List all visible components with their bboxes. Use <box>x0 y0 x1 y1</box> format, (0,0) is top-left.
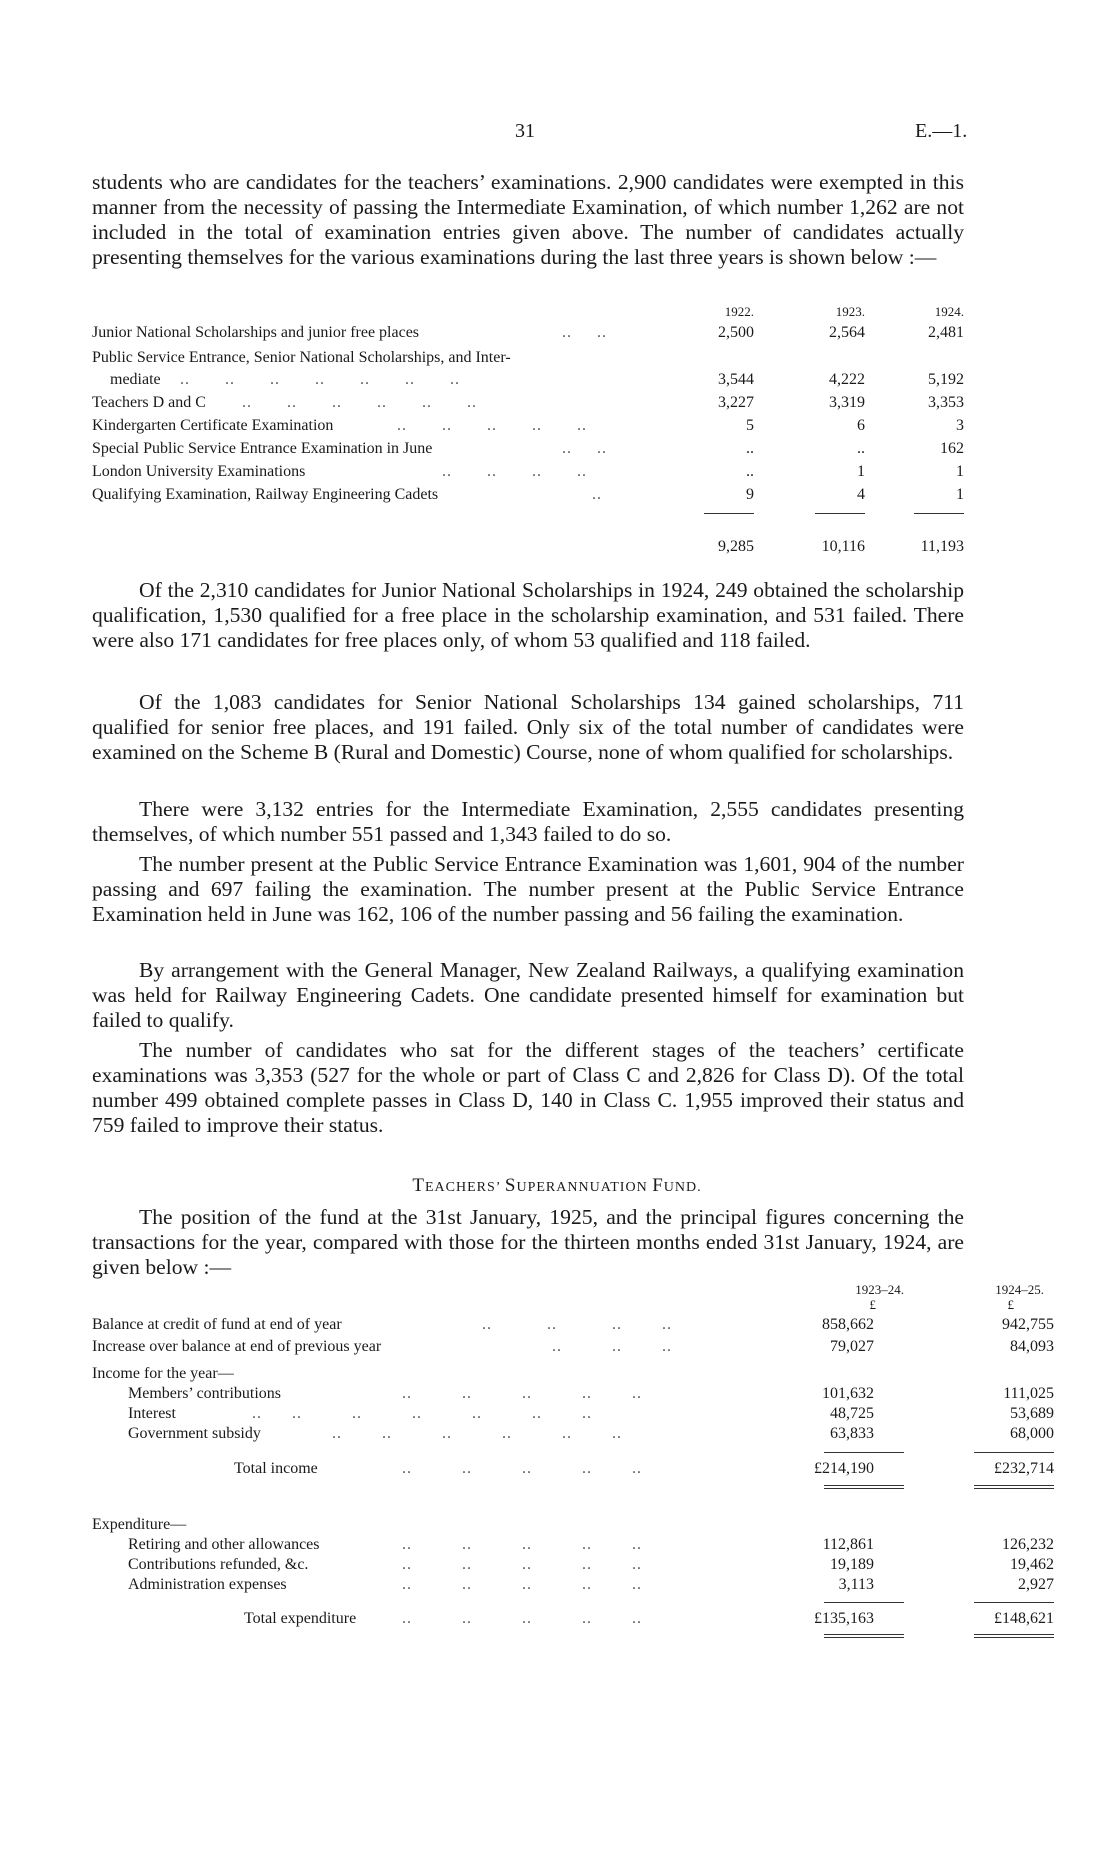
value-1923-24: 63,833 <box>830 1425 874 1442</box>
currency-symbol: £ <box>1007 1297 1014 1312</box>
sum-rule <box>974 1602 1054 1603</box>
total-income-row: Total income .. .. .. .. .. £214,190 £232,714 <box>234 1460 1054 1477</box>
row-label: Kindergarten Certificate Examination <box>92 417 334 434</box>
table-row: Balance at credit of fund at end of year .. .. .. .. 858,662 942,755 <box>92 1316 1054 1333</box>
table-row: Contributions refunded, &c. .. .. .. .. .. 19,189 19,462 <box>128 1556 1054 1573</box>
total-1923-24: £135,163 <box>814 1610 874 1627</box>
value-1923-24: 79,027 <box>830 1338 874 1355</box>
value-1923: 2,564 <box>829 324 865 341</box>
currency-symbol: £ <box>869 1297 876 1312</box>
total-1924-25: £148,621 <box>994 1610 1054 1627</box>
exam-candidates-table <box>92 302 964 564</box>
row-label: Qualifying Examination, Railway Engineering Cadets <box>92 486 439 503</box>
value-1922: 3,227 <box>718 394 754 411</box>
double-rule <box>974 1485 1054 1486</box>
table-row: Qualifying Examination, Railway Engineering Cadets .. 9 4 1 <box>92 486 964 503</box>
value-1923-24: 3,113 <box>838 1576 874 1593</box>
table-row: Retiring and other allowances .. .. .. .. .. 112,861 126,232 <box>128 1536 1054 1553</box>
row-label: London University Examinations <box>92 463 306 480</box>
value-1924: 3,353 <box>928 394 964 411</box>
value-1922: .. <box>746 463 754 480</box>
row-label: Public Service Entrance, Senior National Scholarships, and Inter- <box>92 349 511 366</box>
value-1924: 3 <box>956 417 964 434</box>
table-row: Special Public Service Entrance Examination in June .. .. .. .. 162 <box>92 440 964 457</box>
row-label-continued: mediate <box>110 371 161 388</box>
sum-rule <box>824 1602 904 1603</box>
double-rule <box>824 1634 904 1635</box>
double-rule <box>974 1488 1054 1489</box>
double-rule <box>824 1488 904 1489</box>
fund-table <box>92 1282 1054 1642</box>
value-1924-25: 53,689 <box>1010 1405 1054 1422</box>
year-header-1923-24: 1923–24. <box>855 1282 904 1297</box>
row-label: Retiring and other allowances <box>128 1536 320 1553</box>
expenditure-heading: Expenditure— <box>92 1516 187 1533</box>
year-header-1922: 1922. <box>724 304 754 319</box>
row-label: Increase over balance at end of previous year <box>92 1338 382 1355</box>
value-1923-24: 19,189 <box>830 1556 874 1573</box>
table-row: mediate .. .. .. .. .. .. .. 3,544 4,222 5,192 <box>110 371 964 388</box>
paragraph-senior-scholarships: Of the 1,083 candidates for Senior National Scholarships 134 gained scholarships, 711 qualified for senior free places, and 191 failed. Only six of the total number of candidates were examined on the Scheme B (Rural and Domestic) Course, none of whom qualified for scholarships. <box>92 690 964 764</box>
value-1924-25: 942,755 <box>1002 1316 1054 1333</box>
sum-rule <box>824 1452 904 1453</box>
value-1923: .. <box>857 440 865 457</box>
value-1924: 1 <box>956 463 964 480</box>
table-row: Kindergarten Certificate Examination .. .. .. .. .. 5 6 3 <box>92 417 964 434</box>
row-label: Administration expenses <box>128 1576 287 1593</box>
value-1924-25: 19,462 <box>1010 1556 1054 1573</box>
sum-rule <box>914 513 964 514</box>
row-label: Balance at credit of fund at end of year <box>92 1316 342 1333</box>
row-label: Members’ contributions <box>128 1385 282 1402</box>
row-label: Government subsidy <box>128 1425 261 1442</box>
value-1924: 5,192 <box>928 371 964 388</box>
year-header-1924-25: 1924–25. <box>995 1282 1044 1297</box>
section-title: TEACHERS’ SUPERANNUATION FUND. <box>412 1175 702 1196</box>
total-1923: 10,116 <box>821 538 865 555</box>
total-1922: 9,285 <box>718 538 754 555</box>
value-1923: 4 <box>857 486 865 503</box>
fund-intro-paragraph: The position of the fund at the 31st January, 1925, and the principal figures concerning the transactions for the year, compared with those for the thirteen months ended 31st January, 1924, are given below :— <box>92 1205 964 1279</box>
income-heading: Income for the year— <box>92 1365 234 1382</box>
value-1922: 3,544 <box>718 371 754 388</box>
value-1922: 2,500 <box>718 324 754 341</box>
row-label: Special Public Service Entrance Examination in June <box>92 440 433 457</box>
sum-rule <box>974 1452 1054 1453</box>
table-row: Interest .. .. .. .. .. .. .. 48,725 53,689 <box>128 1405 1054 1422</box>
value-1923: 6 <box>857 417 865 434</box>
value-1922: 9 <box>746 486 754 503</box>
page-number: 31 <box>515 120 535 142</box>
table-row: Increase over balance at end of previous year .. .. .. 79,027 84,093 <box>92 1338 1054 1355</box>
value-1923-24: 112,861 <box>822 1536 874 1553</box>
value-1923-24: 101,632 <box>822 1385 874 1402</box>
value-1923: 1 <box>857 463 865 480</box>
value-1924-25: 68,000 <box>1010 1425 1054 1442</box>
total-1923-24: £214,190 <box>814 1460 874 1477</box>
value-1923-24: 858,662 <box>822 1316 874 1333</box>
year-header-1924: 1924. <box>934 304 964 319</box>
value-1922: 5 <box>746 417 754 434</box>
paragraph-junior-scholarships: Of the 2,310 candidates for Junior National Scholarships in 1924, 249 obtained the scholarship qualification, 1,530 qualified for a free place in the scholarship examination, and 531 failed. There were also 171 candidates for free places only, of whom 53 qualified and 118 failed. <box>92 578 964 652</box>
total-1924-25: £232,714 <box>994 1460 1054 1477</box>
value-1924-25: 84,093 <box>1010 1338 1054 1355</box>
total-1924: 11,193 <box>920 538 964 555</box>
table-row: Administration expenses .. .. .. .. .. 3,113 2,927 <box>128 1576 1054 1593</box>
row-label: Interest <box>128 1405 176 1422</box>
value-1924-25: 2,927 <box>1018 1576 1054 1593</box>
value-1922: .. <box>746 440 754 457</box>
row-label: Total expenditure <box>244 1610 357 1627</box>
value-1924-25: 126,232 <box>1002 1536 1054 1553</box>
value-1924: 162 <box>940 440 964 457</box>
total-expenditure-row: Total expenditure .. .. .. .. .. £135,163 £148,621 <box>244 1610 1054 1627</box>
value-1923: 3,319 <box>829 394 865 411</box>
double-rule <box>824 1637 904 1638</box>
totals-row <box>92 538 964 560</box>
sum-rule <box>815 513 865 514</box>
value-1923: 4,222 <box>829 371 865 388</box>
document-reference: E.—1. <box>915 120 968 142</box>
double-rule <box>974 1637 1054 1638</box>
sum-rule <box>704 513 754 514</box>
table-row: Members’ contributions .. .. .. .. .. 101,632 111,025 <box>128 1385 1054 1402</box>
row-label: Junior National Scholarships and junior free places <box>92 324 420 341</box>
row-label: Teachers D and C <box>92 394 206 411</box>
table-row: Government subsidy .. .. .. .. .. .. 63,833 68,000 <box>128 1425 1054 1442</box>
intro-paragraph: students who are candidates for the teachers’ examinations. 2,900 candidates were exempted in this manner from the necessity of passing the Intermediate Examination, of which number 1,262 are not included in the total of examination entries given above. The number of candidates actually presenting themselves for the various examinations during the last three years is shown below :— <box>92 170 964 269</box>
double-rule <box>824 1485 904 1486</box>
row-label: Total income <box>234 1460 318 1477</box>
value-1923-24: 48,725 <box>830 1405 874 1422</box>
table-row: London University Examinations .. .. .. .. .. 1 1 <box>92 463 964 480</box>
value-1924: 1 <box>956 486 964 503</box>
table-row: Junior National Scholarships and junior free places .. .. 2,500 2,564 2,481 <box>92 324 964 341</box>
table-row <box>92 1516 964 1538</box>
double-rule <box>974 1634 1054 1635</box>
value-1924-25: 111,025 <box>1003 1385 1054 1402</box>
table-row <box>92 1365 964 1387</box>
value-1924: 2,481 <box>928 324 964 341</box>
table-row: Teachers D and C .. .. .. .. .. .. 3,227 3,319 3,353 <box>92 394 964 411</box>
row-label: Contributions refunded, &c. <box>128 1556 309 1573</box>
paragraph-railway-cadets: By arrangement with the General Manager, New Zealand Railways, a qualifying examination was held for Railway Engineering Cadets. One candidate presented himself for examination but failed to qualify. <box>92 958 964 1032</box>
paragraph-public-service: The number present at the Public Service Entrance Examination was 1,601, 904 of the number passing and 697 failing the examination. The number present at the Public Service Entrance Examination held in June was 162, 106 of the number passing and 56 failing the examination. <box>92 852 964 926</box>
table-row <box>92 349 964 371</box>
year-header-1923: 1923. <box>835 304 865 319</box>
paragraph-teachers-certificate: The number of candidates who sat for the different stages of the teachers’ certificate examinations was 3,353 (527 for the whole or part of Class C and 2,826 for Class D). Of the total number 499 obtained complete passes in Class D, 140 in Class C. 1,955 improved their status and 759 failed to improve their status. <box>92 1038 964 1137</box>
paragraph-intermediate: There were 3,132 entries for the Intermediate Examination, 2,555 candidates presenting themselves, of which number 551 passed and 1,343 failed to do so. <box>92 797 964 846</box>
